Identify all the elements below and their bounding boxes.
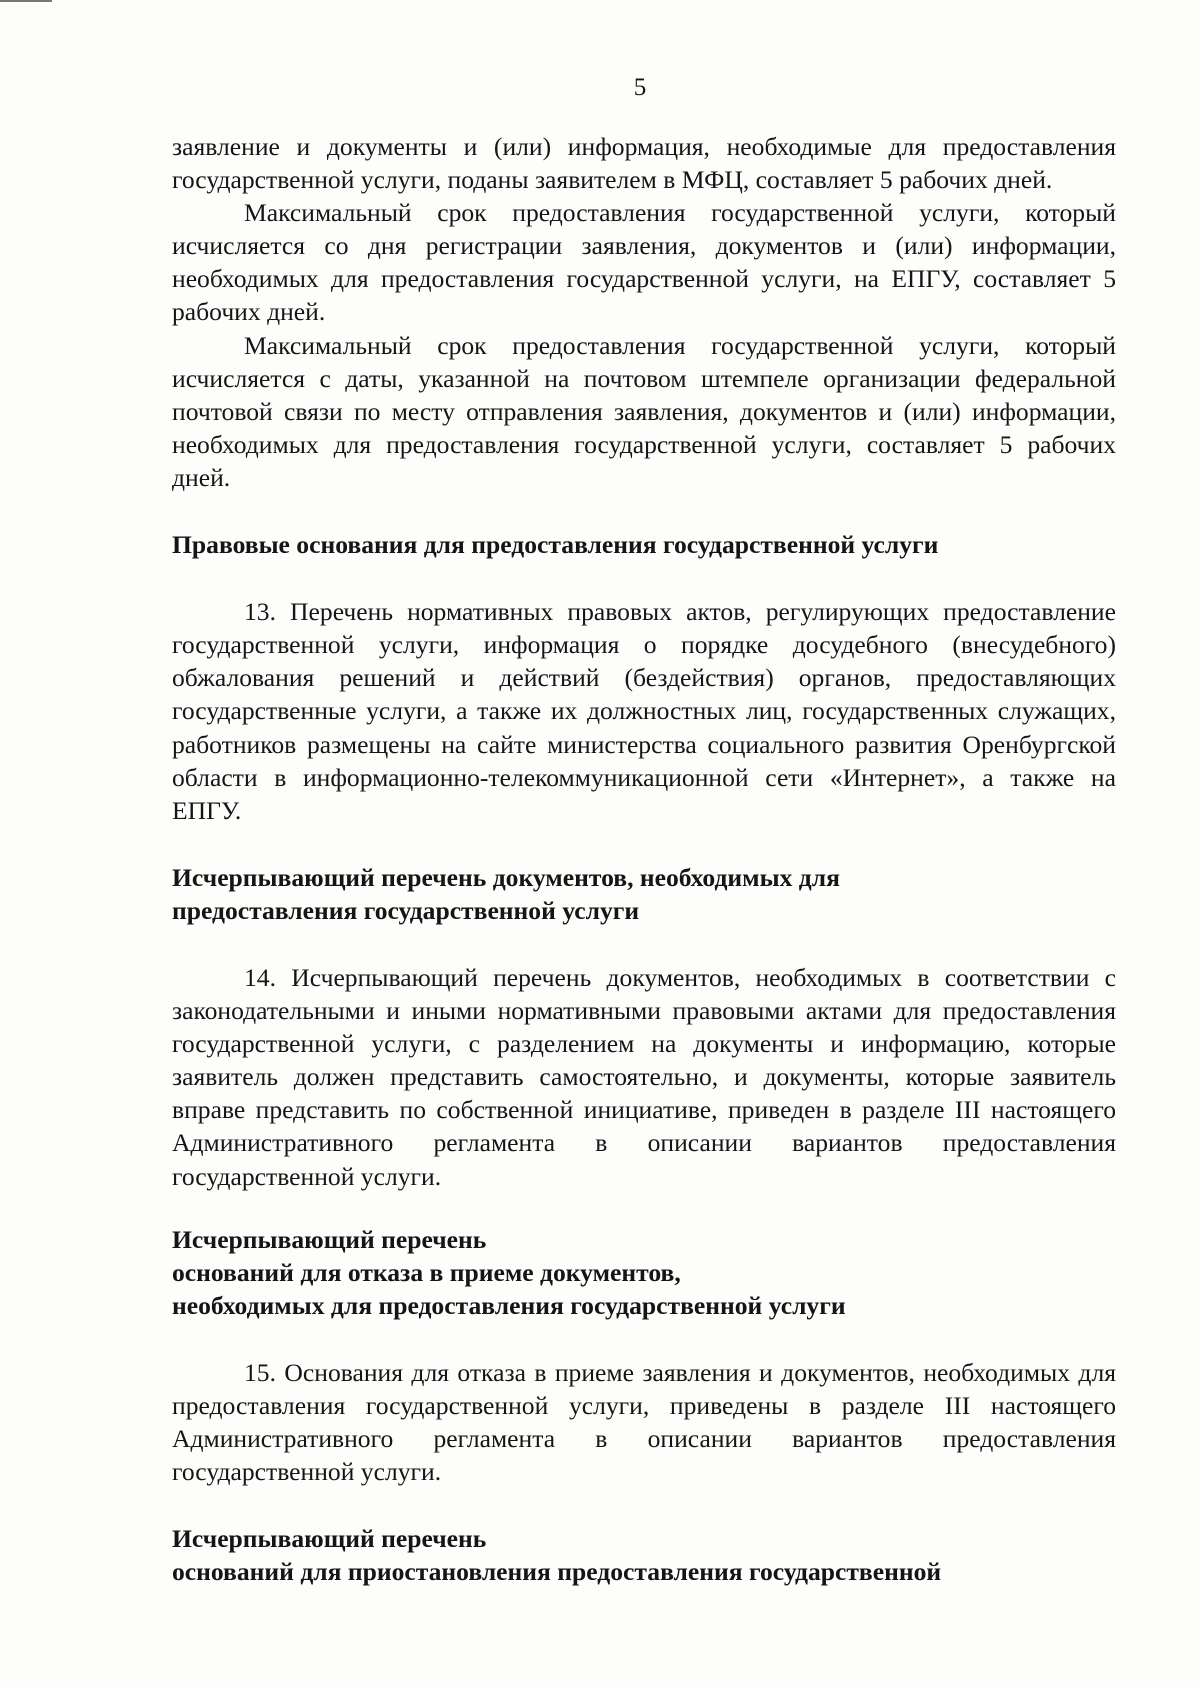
heading-refusal-grounds [172, 1223, 1116, 1322]
paragraph-13: 13. Перечень нормативных правовых актов, регулирующих предоставление государственной услуги, информация о порядке досудебного (внесудебного) обжалования решений и действий (бездействия) органов, предоставляющих государственные услуги, а также их должностных лиц, государственных служащих, работников размещены на сайте министерства социального развития Оренбургской области в информационно-телекоммуникационной сети «Интернет», а также на ЕПГУ. [172, 597, 1116, 825]
paragraph-14: 14. Исчерпывающий перечень документов, необходимых в соответствии с законодательными и иными нормативными правовыми актами для предоставления государственной услуги, с разделением на документы и информацию, которые заявитель должен представить самостоятельно, и документы, которые заявитель вправе представить по собственной инициативе, приведен в разделе III настоящего Административного регламента в описании вариантов предоставления государственной услуги. [172, 962, 1116, 1191]
scan-artifact [0, 0, 52, 2]
paragraph-processing-time-post: Максимальный срок предоставления государственной услуги, который исчисляется с даты, указанной на почтовом штемпеле организации федеральной почтовой связи по месту отправления заявления, документов и (или) информации, необходимых для предоставления государственной услуги, составляет 5 рабочих дней. [172, 330, 1116, 492]
paragraph-15: 15. Основания для отказа в приеме заявления и документов, необходимых для предоставления государственной услуги, приведены в разделе III настоящего Административного регламента в описании вариантов предоставления государственной услуги. [172, 1357, 1116, 1487]
heading-line: оснований для отказа в приеме документов, [172, 1257, 681, 1287]
page-number: 5 [633, 74, 647, 101]
heading-suspension-grounds [172, 1522, 1116, 1588]
heading-line: необходимых для предоставления государственной услуги [172, 1290, 846, 1320]
heading-line: Исчерпывающий перечень документов, необходимых для [172, 862, 840, 892]
paragraph-processing-time-mfc: заявление и документы и (или) информация, необходимые для предоставления государственной услуги, поданы заявителем в МФЦ, составляет 5 рабочих дней. [172, 132, 1116, 195]
heading-line: Исчерпывающий перечень [172, 1524, 487, 1554]
page-content [172, 130, 1116, 1588]
paragraph-processing-time-epgu: Максимальный срок предоставления государственной услуги, который исчисляется со дня регистрации заявления, документов и (или) информации, необходимых для предоставления государственной услуги, на ЕПГУ, составляет 5 рабочих дней. [172, 198, 1116, 327]
heading-line: предоставления государственной услуги [172, 895, 640, 925]
heading-line: Исчерпывающий перечень [172, 1224, 487, 1254]
heading-line: оснований для приостановления предоставления государственной [172, 1557, 942, 1587]
heading-documents-list [172, 861, 1116, 927]
heading-legal-basis: Правовые основания для предоставления государственной услуги [172, 530, 939, 560]
